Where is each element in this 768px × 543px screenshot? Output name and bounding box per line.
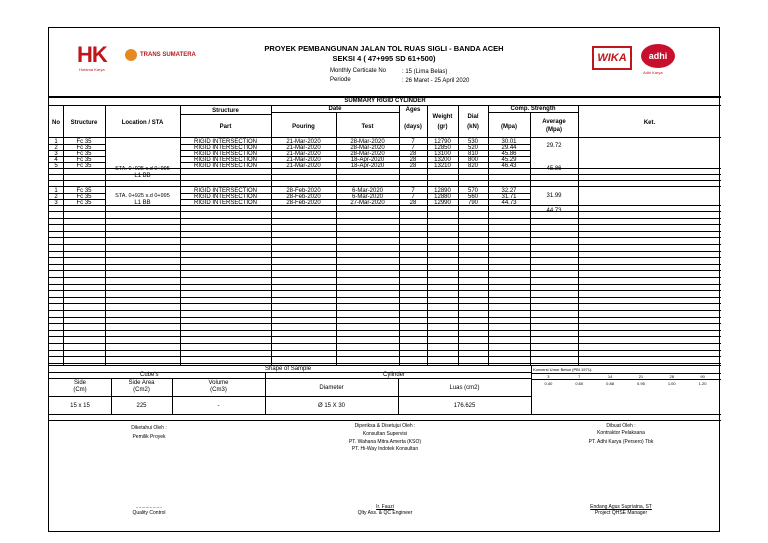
- grid-line: [49, 323, 721, 324]
- group2-row-1-cell-4: 28-Feb-2020: [286, 187, 321, 194]
- group2-lane: L1 BB: [134, 200, 151, 206]
- qc-role: Quality Control: [132, 510, 166, 516]
- area-label-1: Side Area: [128, 380, 155, 386]
- group2-row-1-cell-5: 6-Mar-2020: [351, 187, 383, 194]
- supervisor-company-1: PT. Wahana Mitra Amerta (KSO): [348, 439, 422, 445]
- group1-row-4-cell-4: 21-Mar-2020: [286, 156, 321, 163]
- group2-row-1-cell-7: 12890: [434, 187, 451, 194]
- grid-line: [49, 244, 721, 245]
- grid-line: [49, 290, 721, 291]
- group1-row-2-cell-5: 28-Mar-2020: [350, 144, 385, 151]
- grid-line: [49, 193, 105, 194]
- group2-row-1-cell-2: Fc 35: [76, 187, 92, 194]
- col-average-1: Average: [542, 119, 566, 125]
- supervisor: Konsultan Supervisi: [362, 431, 408, 437]
- group1-row-2-cell-2: Fc 35: [76, 144, 92, 151]
- area-label-2: (Cm2): [133, 387, 150, 393]
- group2-row-2-cell-9: 31.71: [501, 193, 517, 200]
- grid-line: [49, 218, 721, 219]
- adhi-logo: adhi: [641, 44, 675, 68]
- project-title: PROYEK PEMBANGUNAN JALAN TOL RUAS SIGLI - BANDA ACEH: [264, 44, 504, 53]
- konversi-factor-2: 0.60: [575, 381, 584, 386]
- contractor-company: PT. Adhi Karya (Persero) Tbk: [588, 439, 654, 445]
- group1-row-3-cell-7: 13100: [434, 150, 451, 157]
- group1-row-2-cell-9: 29.44: [501, 144, 517, 151]
- group1-row-1-cell-2: Fc 35: [76, 138, 92, 145]
- group2-row-2-cell-5: 6-Mar-2020: [351, 193, 383, 200]
- grid-line: [49, 350, 721, 351]
- konversi-age-5: 28: [669, 374, 674, 379]
- luas-value: 176.625: [453, 403, 476, 409]
- grid-line: [180, 144, 530, 145]
- group1-row-5-cell-1: 5: [54, 162, 58, 169]
- group1-row-5-cell-3: RIGID INTERSECTION: [193, 162, 257, 169]
- group1-row-4-cell-1: 4: [54, 156, 58, 163]
- group2-row-1-cell-8: 570: [467, 187, 478, 194]
- group1-row-2-cell-3: RIGID INTERSECTION: [193, 144, 257, 151]
- grid-line: [49, 310, 721, 311]
- grid-line: [49, 144, 105, 145]
- grid-line: [49, 231, 721, 232]
- group1-row-2-cell-4: 21-Mar-2020: [286, 144, 321, 151]
- konversi-factor-5: 1.00: [667, 381, 676, 386]
- qc-dots: ...................: [135, 504, 163, 510]
- group1-row-5-cell-2: Fc 35: [76, 162, 92, 169]
- group1-row-3-cell-4: 21-Mar-2020: [286, 150, 321, 157]
- vol-value: -: [217, 403, 220, 409]
- luas-label: Luas (cm2): [449, 385, 480, 391]
- group1-row-5-cell-9: 46.43: [501, 162, 517, 169]
- group1-avg-7: 29.72: [546, 143, 562, 149]
- group1-row-4-cell-3: RIGID INTERSECTION: [193, 156, 257, 163]
- group1-row-2-cell-6: 7: [411, 144, 415, 151]
- group1-row-4-cell-9: 45.29: [501, 156, 517, 163]
- konversi-factor-4: 0.95: [637, 381, 645, 386]
- group1-row-3-cell-6: 28: [409, 150, 417, 157]
- group1-row-4-cell-8: 800: [467, 156, 478, 163]
- grid-line: [49, 363, 721, 364]
- group2-avg-28: 44.73: [546, 208, 562, 214]
- group1-row-1-cell-1: 1: [54, 138, 58, 145]
- konversi-factor-6: 1.20: [698, 381, 707, 386]
- side-label-1: Side: [73, 380, 86, 386]
- group1-row-4-cell-2: Fc 35: [76, 156, 92, 163]
- group1-row-3-cell-8: 810: [467, 150, 478, 157]
- trans-sumatera-icon: [125, 49, 137, 61]
- group1-row-3-cell-1: 3: [54, 150, 58, 157]
- group1-row-4-cell-5: 18-Apr-2020: [350, 156, 385, 163]
- vol-label-1: Volume: [208, 380, 229, 386]
- group2-row-3-cell-9: 44.73: [501, 199, 517, 206]
- grid-line: [49, 297, 721, 298]
- engineer-name: Ir. Fauzi: [376, 504, 394, 510]
- group1-row-3-cell-3: RIGID INTERSECTION: [193, 150, 257, 157]
- grid-line: [49, 156, 105, 157]
- group1-lane: L1 BB: [134, 173, 151, 179]
- col-weight-2: (gr): [437, 124, 448, 130]
- konversi-label: Konversi Umur Beton (PBI 1971):: [533, 367, 593, 372]
- grid-line: [49, 180, 721, 181]
- owner: Pemilik Proyek: [132, 434, 166, 440]
- group1-row-2-cell-7: 12850: [434, 144, 451, 151]
- group2-row-1-cell-3: RIGID INTERSECTION: [193, 187, 257, 194]
- col-dial-2: (kN): [467, 124, 479, 130]
- contractor: Kontraktor Pelaksana: [597, 430, 645, 436]
- group1-row-1-cell-8: 530: [467, 138, 478, 145]
- diameter-label: Diameter: [319, 385, 344, 391]
- grid-line: [180, 156, 530, 157]
- konversi-factor-3: 0.88: [606, 381, 614, 386]
- konversi-age-1: 3: [547, 374, 550, 379]
- group2-row-2-cell-2: Fc 35: [76, 193, 92, 200]
- hk-logo: HK: [77, 42, 107, 67]
- side-value: 15 x 15: [70, 403, 90, 409]
- group2-row-3-cell-7: 12990: [434, 199, 451, 206]
- col-structure: Structure: [70, 120, 98, 126]
- grid-line: [49, 224, 721, 225]
- engineer-role: Qlty Ass. & QC Engineer: [357, 510, 413, 516]
- grid-line: [49, 162, 105, 163]
- col-mpa: (Mpa): [501, 124, 517, 130]
- period-label: Periode: [330, 77, 351, 83]
- col-date: Date: [328, 106, 342, 112]
- diameter-value: Ø 15 X 30: [317, 403, 346, 409]
- grid-line: [49, 284, 721, 285]
- group2-row-1-cell-9: 32.27: [501, 187, 517, 194]
- group2-row-2-cell-4: 28-Feb-2020: [286, 193, 321, 200]
- group1-row-2-cell-1: 2: [54, 144, 58, 151]
- project-section: SEKSI 4 ( 47+995 SD 61+500): [332, 54, 436, 63]
- group2-row-1-cell-6: 7: [411, 187, 415, 194]
- konversi-age-3: 14: [607, 374, 613, 379]
- trans-sumatera-logo: TRANS SUMATERA: [140, 52, 196, 58]
- col-location: Location / STA: [121, 120, 164, 126]
- grid-line: [49, 257, 721, 258]
- vol-label-2: (Cm3): [210, 387, 227, 393]
- col-test: Test: [361, 124, 374, 130]
- group2-row-3-cell-6: 28: [409, 199, 417, 206]
- grid-line: [49, 186, 721, 187]
- grid-line: [49, 336, 721, 337]
- group1-row-5-cell-7: 13210: [434, 162, 451, 169]
- group1-row-3-cell-9: 45.86: [501, 150, 517, 157]
- group1-avg-28: 45.86: [546, 166, 562, 172]
- grid-line: [49, 277, 721, 278]
- group1-row-5-cell-5: 18-Apr-2020: [350, 162, 385, 169]
- group2-row-2-cell-3: RIGID INTERSECTION: [193, 193, 257, 200]
- col-average-2: (Mpa): [546, 127, 562, 133]
- konversi-age-6: 90: [700, 374, 705, 379]
- cylinder-label: Cylinder: [383, 372, 406, 378]
- col-weight-1: Weight: [432, 114, 453, 120]
- grid-line: [180, 199, 530, 200]
- group2-avg-7: 31.99: [546, 193, 562, 199]
- col-structure-part-1: Structure: [212, 108, 239, 114]
- group1-row-5-cell-8: 820: [467, 162, 478, 169]
- col-ages-1: Ages: [405, 107, 421, 113]
- group1-row-1-cell-9: 30.01: [501, 138, 517, 145]
- group1-row-3-cell-5: 28-Mar-2020: [350, 150, 385, 157]
- cert-label: Monthly Certicate No: [330, 68, 387, 74]
- col-no: No: [52, 120, 60, 126]
- made-by: Dibuat Oleh :: [606, 423, 636, 429]
- group1-row-3-cell-2: Fc 35: [76, 150, 92, 157]
- certificate-document: [48, 27, 720, 532]
- grid-line: [49, 237, 721, 238]
- group2-row-3-cell-5: 27-Mar-2020: [350, 199, 385, 206]
- grid-line: [49, 251, 721, 252]
- group2-row-3-cell-1: 3: [54, 199, 58, 206]
- grid-line: [49, 303, 721, 304]
- cubes-label: Cube's: [140, 372, 159, 378]
- qhse-name: Endang Agus Supriatna, ST: [590, 504, 652, 510]
- grid-line: [49, 211, 721, 212]
- col-dial-1: Dial: [467, 114, 479, 120]
- group1-row-4-cell-6: 28: [409, 156, 417, 163]
- area-value: 225: [136, 403, 147, 409]
- group2-row-2-cell-6: 7: [411, 193, 415, 200]
- konversi-factor-1: 0.40: [544, 381, 553, 386]
- grid-line: [49, 343, 721, 344]
- group1-row-1-cell-7: 12790: [434, 138, 451, 145]
- col-ket: Ket.: [643, 120, 656, 126]
- group2-row-3-cell-2: Fc 35: [76, 199, 92, 206]
- grid-line: [49, 330, 721, 331]
- grid-line: [49, 264, 721, 265]
- wika-logo: WIKA: [592, 46, 632, 70]
- group1-row-5-cell-6: 28: [409, 162, 417, 169]
- grid-line: [180, 162, 530, 163]
- group2-row-3-cell-3: RIGID INTERSECTION: [193, 199, 257, 206]
- group2-row-3-cell-8: 790: [467, 199, 478, 206]
- col-comp-strength: Comp. Strength: [510, 106, 556, 112]
- konversi-age-4: 21: [638, 374, 644, 379]
- group2-row-3-cell-4: 28-Feb-2020: [286, 199, 321, 206]
- group2-location: STA. 0+925 s.d 0+995: [115, 193, 170, 199]
- grid-line: [49, 150, 105, 151]
- adhi-logo-caption: Adhi Karya: [643, 70, 663, 75]
- col-pouring: Pouring: [292, 124, 315, 130]
- table-title: SUMMARY RIGID CYLINDER: [344, 98, 426, 104]
- grid-line: [180, 193, 530, 194]
- qhse-role: Project QHSE Manager: [594, 510, 648, 516]
- group1-row-1-cell-3: RIGID INTERSECTION: [193, 138, 257, 145]
- group1-location: STA. 0+925 s.d 0+995: [115, 166, 170, 172]
- group1-row-2-cell-8: 520: [467, 144, 478, 151]
- cert-value: : 15 (Lima Belas): [402, 69, 448, 75]
- group2-row-2-cell-7: 12880: [434, 193, 451, 200]
- group1-row-1-cell-5: 28-Mar-2020: [350, 138, 385, 145]
- col-structure-part-2: Part: [219, 124, 232, 130]
- known-by: Diketahui Oleh :: [131, 425, 167, 431]
- grid-line: [49, 317, 721, 318]
- group2-row-2-cell-1: 2: [54, 193, 58, 200]
- col-ages-2: (days): [404, 124, 422, 130]
- shape-label: Shape of Sample: [265, 366, 312, 372]
- grid-line: [49, 270, 721, 271]
- grid-line: [49, 356, 721, 357]
- group1-row-4-cell-7: 13200: [434, 156, 451, 163]
- group1-row-1-cell-4: 21-Mar-2020: [286, 138, 321, 145]
- grid-line: [180, 150, 530, 151]
- period-value: : 26 Maret - 25 April 2020: [402, 78, 470, 84]
- hk-logo-caption: Hutama Karya: [79, 67, 105, 72]
- konversi-age-2: 7: [578, 374, 581, 379]
- group2-row-1-cell-1: 1: [54, 187, 58, 194]
- side-label-2: (Cm): [73, 387, 87, 393]
- supervisor-company-2: PT. Hi-Way Indotek Konsultan: [351, 446, 419, 452]
- group1-row-1-cell-6: 7: [411, 138, 415, 145]
- checked-by: Diperiksa & Disetujui Oleh :: [354, 423, 416, 429]
- group2-row-2-cell-8: 560: [467, 193, 478, 200]
- group1-row-5-cell-4: 21-Mar-2020: [286, 162, 321, 169]
- grid-line: [49, 199, 105, 200]
